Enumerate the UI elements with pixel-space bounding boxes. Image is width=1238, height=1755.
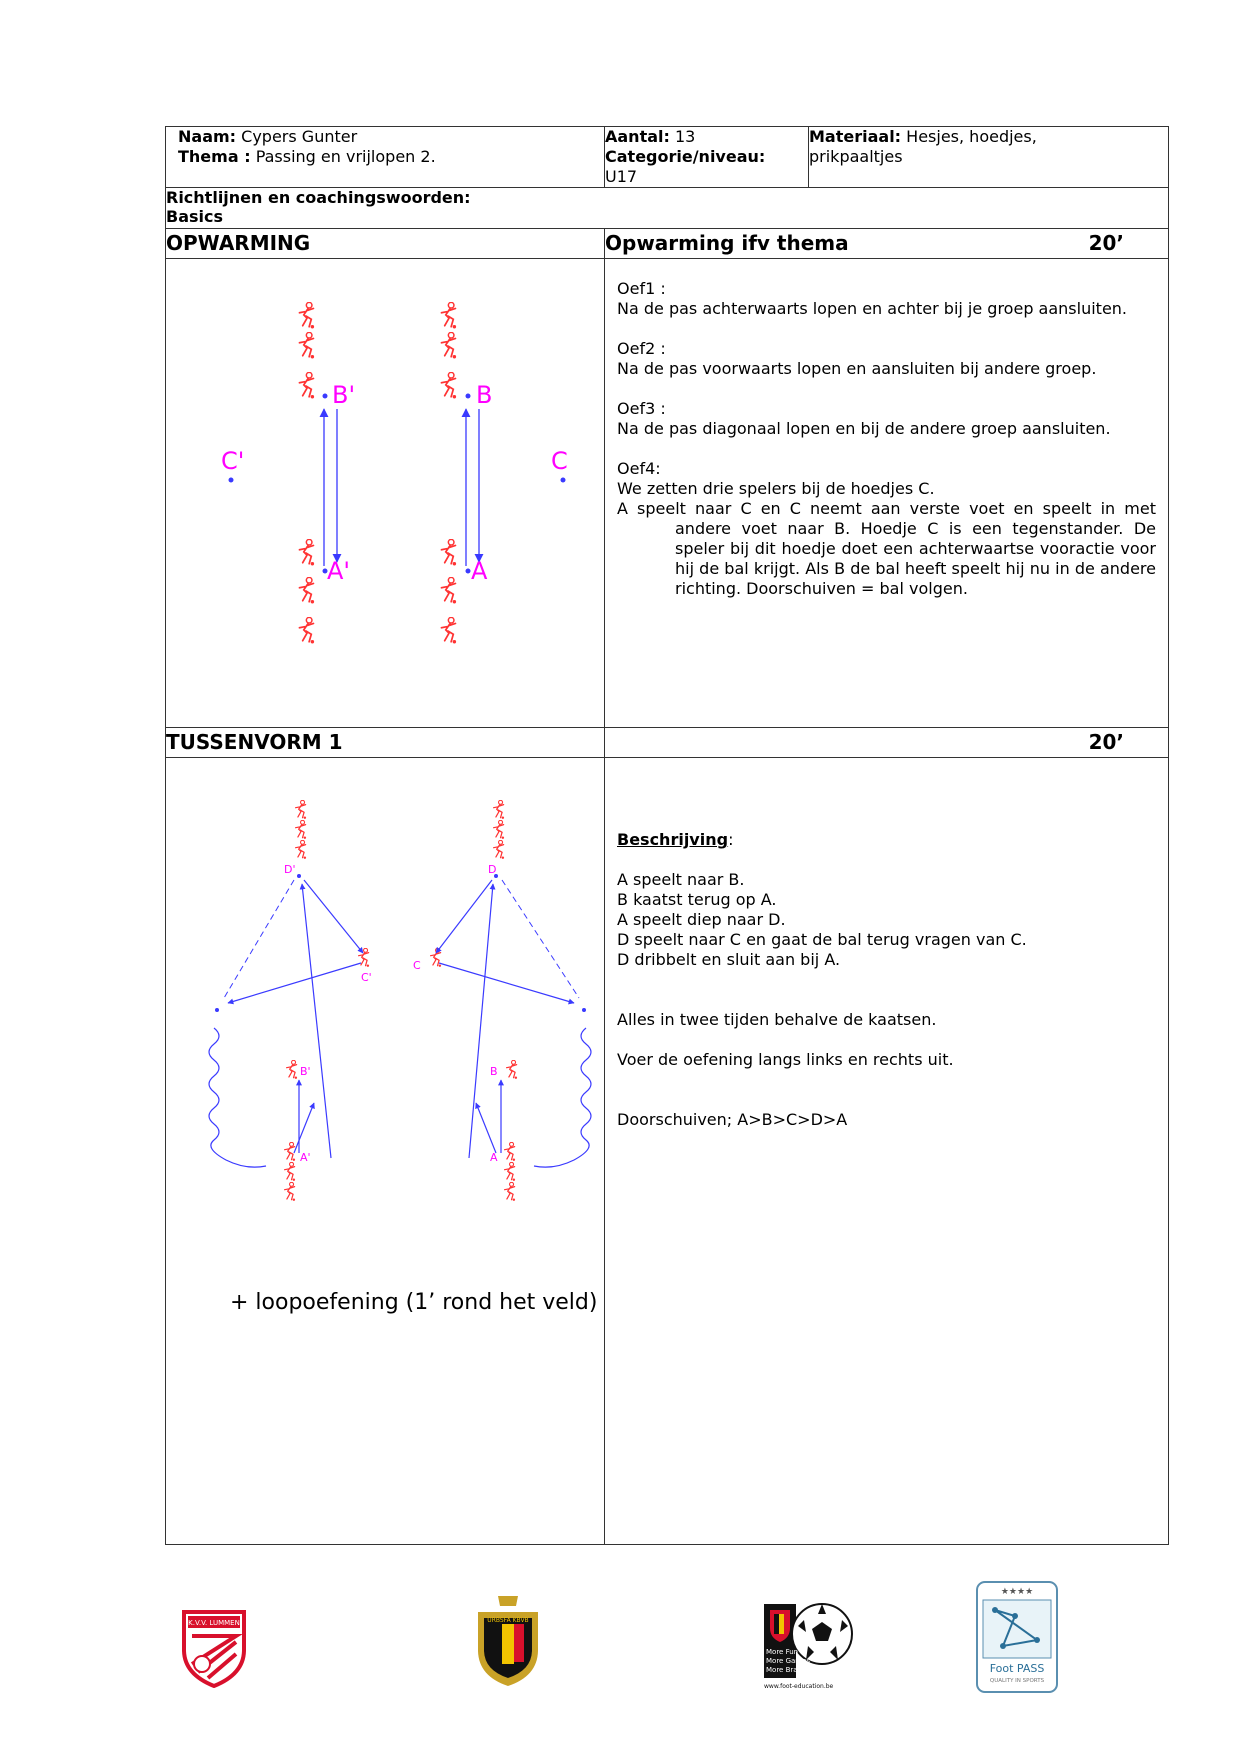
player-icon	[505, 1162, 515, 1181]
label-b: B	[490, 1065, 498, 1078]
player-icon	[441, 539, 456, 565]
label-b-prime: B'	[332, 381, 356, 409]
footpass-text: Foot PASS	[989, 1662, 1045, 1675]
materiaal-value-2: prikpaaltjes	[809, 147, 903, 166]
opwarming-description	[605, 259, 1169, 728]
tussenvorm-heading: TUSSENVORM 1	[166, 728, 605, 758]
player-icon	[299, 617, 314, 643]
materiaal-value: Hesjes, hoedjes,	[906, 127, 1037, 146]
thema-value: Passing en vrijlopen 2.	[255, 147, 436, 166]
player-icon	[431, 948, 441, 967]
tussenvorm-duration: 20’	[1088, 730, 1124, 754]
step-1: A speelt naar B.	[617, 870, 745, 889]
materiaal-cell	[809, 127, 1169, 188]
foot-education-line3: More Brains	[766, 1666, 808, 1674]
svg-text:★★★★: ★★★★	[1000, 1587, 1034, 1597]
federation-text: URBSFA KBVB	[487, 1617, 529, 1624]
materiaal-label: Materiaal:	[809, 127, 902, 146]
player-icon	[494, 840, 504, 859]
aantal-label: Aantal:	[605, 127, 670, 146]
player-icon	[296, 800, 306, 819]
tussenvorm-description	[605, 758, 1169, 1545]
step-3: A speelt diep naar D.	[617, 910, 786, 929]
opwarming-content-row	[166, 259, 1169, 728]
oef4-title: Oef4:	[617, 459, 661, 478]
opwarming-subheading: Opwarming ifv thema	[605, 231, 849, 255]
oef2	[617, 339, 1156, 379]
label-c-prime: C'	[221, 447, 245, 475]
oef4-text: A speelt naar C en C neemt aan verste voet en speelt in met andere voet naar B. Hoedje C is een tegenstander. De speler bij dit hoedje doet een achterwaartse vooractie voor hij de bal krijgt. Als B de bal heeft speelt hij nu in de andere richting. Doorschuiven = bal volgen.	[617, 499, 1156, 598]
oef1-text: Na de pas achterwaarts lopen en achter bij je groep aansluiten.	[617, 299, 1128, 318]
label-a-prime: A'	[327, 557, 351, 585]
player-icon	[285, 1162, 295, 1181]
oef4-line1: We zetten drie spelers bij de hoedjes C.	[617, 479, 935, 498]
label-d: D	[488, 863, 497, 876]
beschrijving-title: Beschrijving	[617, 830, 729, 849]
tussenvorm-content-row	[166, 758, 1169, 1545]
richtlijnen-row	[166, 188, 1169, 229]
federation-crest	[470, 1590, 546, 1690]
label-a-prime: A'	[300, 1151, 311, 1164]
player-icon	[299, 539, 314, 565]
session-table	[165, 126, 1169, 1545]
label-c: C	[413, 959, 421, 972]
naam-value: Cypers Gunter	[241, 127, 358, 146]
footpass-logo	[975, 1580, 1059, 1694]
categorie-value: U17	[605, 167, 638, 186]
player-icon	[441, 372, 456, 398]
label-b-prime: B'	[300, 1065, 311, 1078]
player-icon	[441, 302, 456, 328]
naam-label: Naam:	[178, 127, 237, 146]
beschrijving-colon: :	[728, 830, 734, 849]
club-logo	[178, 1602, 250, 1688]
name-theme-cell	[166, 127, 605, 188]
richtlijnen-title: Richtlijnen en coachingswoorden:	[166, 188, 471, 207]
label-a: A	[490, 1151, 498, 1164]
header-row	[166, 127, 1169, 188]
opwarming-heading-row	[166, 229, 1169, 259]
player-icon	[494, 800, 504, 819]
label-c: C	[551, 447, 568, 475]
oef4	[617, 459, 1156, 599]
opwarming-diagram-cell	[166, 259, 605, 728]
player-icon	[359, 948, 369, 967]
player-icon	[285, 1182, 295, 1201]
player-icon	[507, 1060, 517, 1079]
oef1-title: Oef1 :	[617, 279, 666, 298]
opwarming-diagram	[166, 259, 646, 727]
step-2: B kaatst terug op A.	[617, 890, 777, 909]
oef1	[617, 279, 1156, 319]
foot-education-line2: More Games	[766, 1657, 811, 1665]
oef3-text: Na de pas diagonaal lopen en bij de andere groep aansluiten.	[617, 419, 1111, 438]
oef2-title: Oef2 :	[617, 339, 666, 358]
player-icon	[296, 840, 306, 859]
player-icon	[441, 617, 456, 643]
player-icon	[505, 1142, 515, 1161]
thema-label: Thema :	[178, 147, 251, 166]
opwarming-heading: OPWARMING	[166, 229, 605, 259]
opwarming-duration: 20’	[1088, 231, 1124, 255]
label-d-prime: D'	[284, 863, 296, 876]
aantal-cell	[605, 127, 809, 188]
label-b: B	[476, 381, 493, 409]
extra-2: Voer de oefening langs links en rechts uit.	[617, 1050, 954, 1069]
oef3-title: Oef3 :	[617, 399, 666, 418]
player-icon	[299, 302, 314, 328]
richtlijnen-subtitle: Basics	[166, 207, 224, 226]
foot-education-line1: More Fun	[766, 1648, 799, 1656]
extra-1: Alles in twee tijden behalve de kaatsen.	[617, 1010, 937, 1029]
label-a: A	[471, 557, 488, 585]
player-icon	[299, 577, 314, 603]
footer-logos	[0, 1587, 1238, 1710]
player-icon	[494, 820, 504, 839]
player-icon	[287, 1060, 297, 1079]
club-logo-text: K.V.V. LUMMEN	[188, 1619, 240, 1627]
player-icon	[299, 372, 314, 398]
player-icon	[441, 332, 456, 358]
player-icon	[441, 577, 456, 603]
session-sheet	[165, 126, 1168, 1545]
foot-education-logo	[762, 1598, 854, 1692]
tussenvorm-diagram-cell	[166, 758, 605, 1545]
player-icon	[299, 332, 314, 358]
player-icon	[285, 1142, 295, 1161]
step-4: D speelt naar C en gaat de bal terug vragen van C.	[617, 930, 1027, 949]
foot-education-url: www.foot-education.be	[764, 1683, 834, 1690]
label-c-prime: C'	[361, 971, 372, 984]
oef3	[617, 399, 1156, 439]
oef2-text: Na de pas voorwaarts lopen en aansluiten bij andere groep.	[617, 359, 1097, 378]
aantal-value: 13	[675, 127, 696, 146]
player-icon	[505, 1182, 515, 1201]
extra-3: Doorschuiven; A>B>C>D>A	[617, 1110, 848, 1129]
footpass-subtext: QUALITY IN SPORTS	[989, 1678, 1045, 1684]
categorie-label: Categorie/niveau:	[605, 147, 766, 166]
step-5: D dribbelt en sluit aan bij A.	[617, 950, 841, 969]
tussenvorm-diagram	[166, 758, 646, 1238]
player-icon	[296, 820, 306, 839]
tussenvorm-heading-row	[166, 728, 1169, 758]
loopoefening-note: + loopoefening (1’ rond het veld)	[230, 1290, 598, 1315]
